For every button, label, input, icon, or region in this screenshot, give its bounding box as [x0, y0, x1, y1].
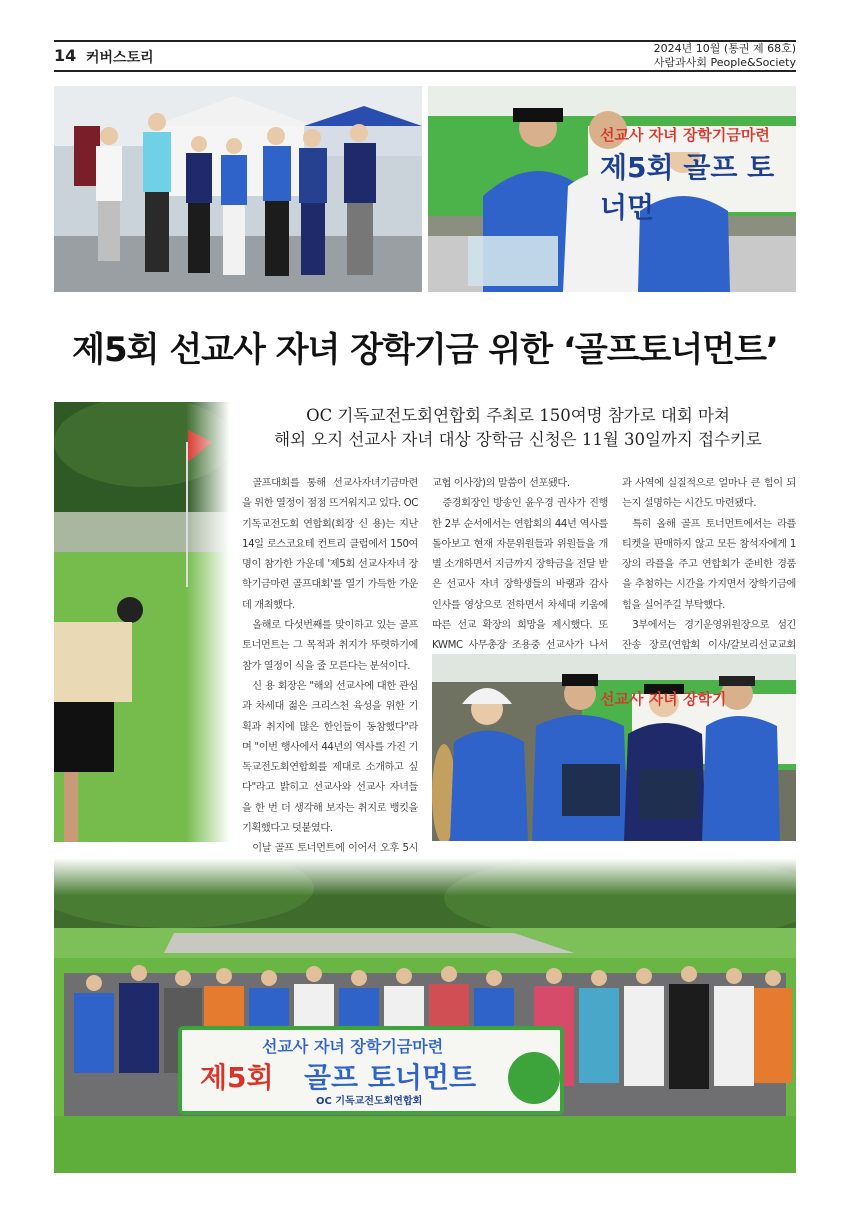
paragraph: 이날 골프 토너먼트에 이어서 오후 5시: [252, 843, 418, 855]
group-banner-org: OC 기독교전도회연합회: [316, 1096, 423, 1107]
paragraph: 증경회장인 방송인 윤우경 권사가 진행한 2부 순서에서는 연합회의 44년 역사를 돌아보고 현재 자문위원들과 위원들을 개별 소개하면서 지금까지 장학금을 전달 받은 선교사 자녀 장학생들의 바램과 감사 인사를 영상으로 전하면서 차세대 키움에 따른 선교 확장의 희망을 제시했다. 또 KWMC 사무총장 조용중 선교사가 나서: [432, 498, 608, 652]
banner-text-photo4: 선교사 자녀 장학기: [600, 690, 727, 708]
paragraph: 과 사역에 실질적으로 얼마나 큰 힘이 되는지 설명하는 시간도 마련됐다.: [622, 478, 796, 510]
banner-text-title: 제5회 골프 토너먼: [600, 151, 775, 224]
group-banner-title: 골프 토너먼트: [304, 1061, 477, 1094]
photo-award-trio: [428, 86, 796, 292]
article-column-1: [242, 474, 418, 921]
issue-info: [654, 42, 796, 70]
paragraph: 특히 올해 골프 토너먼트에서는 라플 티켓을 판매하지 않고 모든 참석자에게 1장의 라플을 주고 연합회가 준비한 경품을 추첨하는 시간을 가지면서 장학기금에 힘을 실어주길 부탁했다.: [622, 518, 796, 611]
paragraph: 교협 이사장)의 말씀이 선포됐다.: [432, 478, 570, 489]
subhead-2: 해외 오지 선교사 자녀 대상 장학금 신청은 11월 30일까지 접수키로: [274, 430, 762, 449]
photo-officials-group: [54, 86, 422, 292]
paragraph: 3부에서는 경기운영위원장으로 섬긴 잔송 장로(연합회 이사/갈보리선교교회: [622, 620, 796, 652]
banner-text-top: 선교사 자녀 장학기금마련: [600, 126, 770, 144]
section-title: 커버스토리: [86, 50, 154, 66]
group-banner-number: 제5회: [200, 1061, 274, 1094]
paragraph: 올해로 다섯번째를 맞이하고 있는 골프토너먼트는 그 목적과 취지가 뚜렷하기에 참가 열정이 식을 줄 모른다는 분석이다.: [242, 620, 418, 672]
photo-winners-trophies: [432, 654, 796, 841]
subhead-1: OC 기독교전도회연합회 주최로 150여명 참가로 대회 마쳐: [306, 406, 730, 425]
group-banner-top: 선교사 자녀 장학기금마련: [262, 1037, 444, 1056]
page-title: 제5회 선교사 자녀 장학기금 위한 ‘골프토너먼트’: [72, 330, 778, 370]
photo-golfer-putting: [54, 402, 230, 842]
issue-number: 2024년 10월 (통권 제 68호): [653, 42, 796, 55]
publication-name: 사람과사회 People&Society: [653, 56, 796, 69]
paragraph: 신 용 회장은 "해외 선교사에 대한 관심과 차세대 젊은 크리스천 육성을 위한 기획과 취지에 많은 한인들이 동참했다"라며 "이번 행사에서 44년의 역사를 가진 기독교전도회연합회를 제대로 소개하고 싶다"라고 밝히고 선교사와 선교사 자녀들을 한 번 더 생각해 보자는 취지로 뱅킷을 기획했다고 덧붙였다.: [242, 680, 418, 835]
photo-group-banner: [54, 858, 796, 1173]
page-number: 14: [54, 46, 77, 65]
paragraph: 골프대회를 통해 선교사자녀기금마련을 위한 열정이 점점 뜨거워지고 있다. OC기독교전도회 연합회(회장 신 용)는 지난 14일 로스코요테 컨트리 클럽에서 150여 명이 참가한 가운데 '제5회 선교사자녀 장학기금마련 골프대회'를 열기 가득한 가운데 개최했다.: [242, 478, 418, 611]
header-bottom-rule: [54, 70, 796, 72]
